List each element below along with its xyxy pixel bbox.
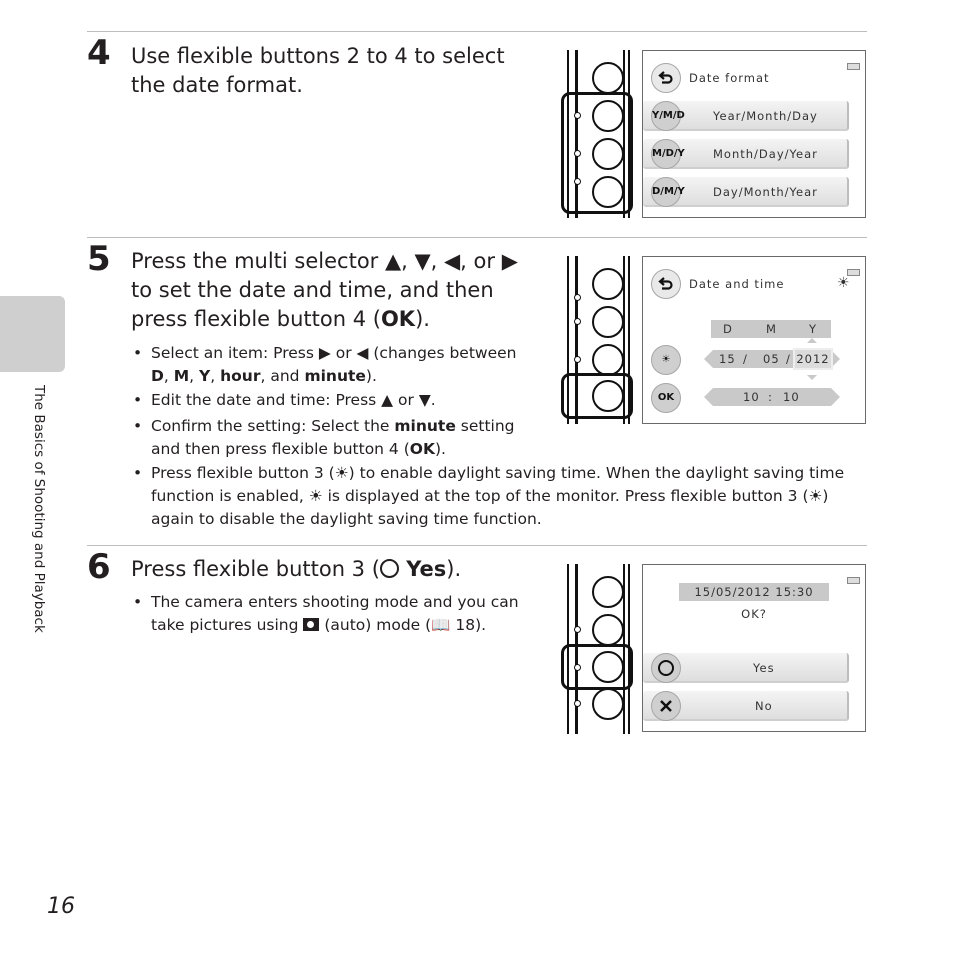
screen-title: Date format xyxy=(689,71,770,85)
divider xyxy=(87,31,867,32)
down-arrow-icon: ▼ xyxy=(414,249,431,273)
flexible-button-4 xyxy=(592,688,624,720)
camera-illustration-date-time xyxy=(561,256,867,424)
flexible-button-1 xyxy=(592,576,624,608)
flexible-button-1 xyxy=(592,62,624,94)
option-label: Day/Month/Year xyxy=(713,185,818,199)
year-field-selected: 2012 xyxy=(793,348,833,370)
daylight-saving-icon: ☀ xyxy=(837,275,851,291)
circle-icon xyxy=(651,653,681,683)
flexible-button-1 xyxy=(592,268,624,300)
ok-icon: OK xyxy=(380,307,416,331)
up-arrow-icon: ▲ xyxy=(381,391,394,409)
confirm-prompt: OK? xyxy=(741,607,767,621)
step-heading: Press the multi selector ▲, ▼, ◀, or ▶ to set the date and time, and then press flexible button 4 (OK). xyxy=(131,249,518,331)
dmy-icon: D/M/Y xyxy=(651,177,681,207)
field-header: D M Y xyxy=(711,320,831,338)
ymd-icon: Y/M/D xyxy=(651,101,681,131)
highlight-frame xyxy=(561,644,633,690)
battery-icon xyxy=(847,577,860,584)
ok-icon: OK xyxy=(409,440,435,458)
right-arrow-icon: ▶ xyxy=(318,344,331,362)
step-number: 6 xyxy=(87,547,111,587)
ok-button-icon: OK xyxy=(651,383,681,413)
book-reference-icon: 📖 xyxy=(431,616,451,634)
highlight-frame xyxy=(561,373,633,419)
camera-monitor xyxy=(642,256,866,424)
section-tab xyxy=(0,296,65,372)
highlight-frame xyxy=(561,92,633,214)
flexible-button-3 xyxy=(592,344,624,376)
option-label: Year/Month/Day xyxy=(713,109,818,123)
daylight-saving-button-icon: ☀ xyxy=(651,345,681,375)
screen-title: Date and time xyxy=(689,277,785,291)
camera-monitor xyxy=(642,50,866,218)
up-arrow-icon: ▲ xyxy=(384,249,402,273)
step-heading: Press flexible button 3 ( Yes). xyxy=(131,557,462,581)
page-number: 16 xyxy=(47,894,75,919)
flexible-button-2 xyxy=(592,306,624,338)
left-arrow-icon: ◀ xyxy=(444,249,461,273)
back-icon xyxy=(651,269,681,299)
cross-icon xyxy=(651,691,681,721)
step-number: 5 xyxy=(87,239,111,279)
date-field: 15 / 05 / 2012 xyxy=(713,350,831,368)
mdy-icon: M/D/Y xyxy=(651,139,681,169)
yes-label: Yes xyxy=(753,661,775,675)
divider xyxy=(87,237,867,238)
time-field: 10 : 10 xyxy=(713,388,831,406)
option-label: Month/Day/Year xyxy=(713,147,818,161)
daylight-saving-icon: ☀ xyxy=(308,487,323,505)
down-arrow-icon: ▼ xyxy=(418,391,431,409)
no-label: No xyxy=(755,699,773,713)
daylight-saving-icon: ☀ xyxy=(808,487,823,505)
camera-monitor xyxy=(642,564,866,732)
flexible-button-2 xyxy=(592,614,624,646)
datetime-display: 15/05/2012 15:30 xyxy=(679,583,829,601)
circle-icon xyxy=(380,559,399,578)
back-icon xyxy=(651,63,681,93)
right-arrow-icon: ▶ xyxy=(501,249,518,273)
step-heading: Use flexible buttons 2 to 4 to select the date format. xyxy=(131,44,505,97)
daylight-saving-icon: ☀ xyxy=(334,464,349,482)
camera-illustration-date-format xyxy=(561,50,867,218)
divider xyxy=(87,545,867,546)
battery-icon xyxy=(847,63,860,70)
section-title: The Basics of Shooting and Playback xyxy=(31,385,47,633)
step-number: 4 xyxy=(87,33,111,73)
left-arrow-icon: ◀ xyxy=(356,344,369,362)
auto-mode-camera-icon xyxy=(303,618,319,631)
camera-illustration-confirm xyxy=(561,564,867,734)
